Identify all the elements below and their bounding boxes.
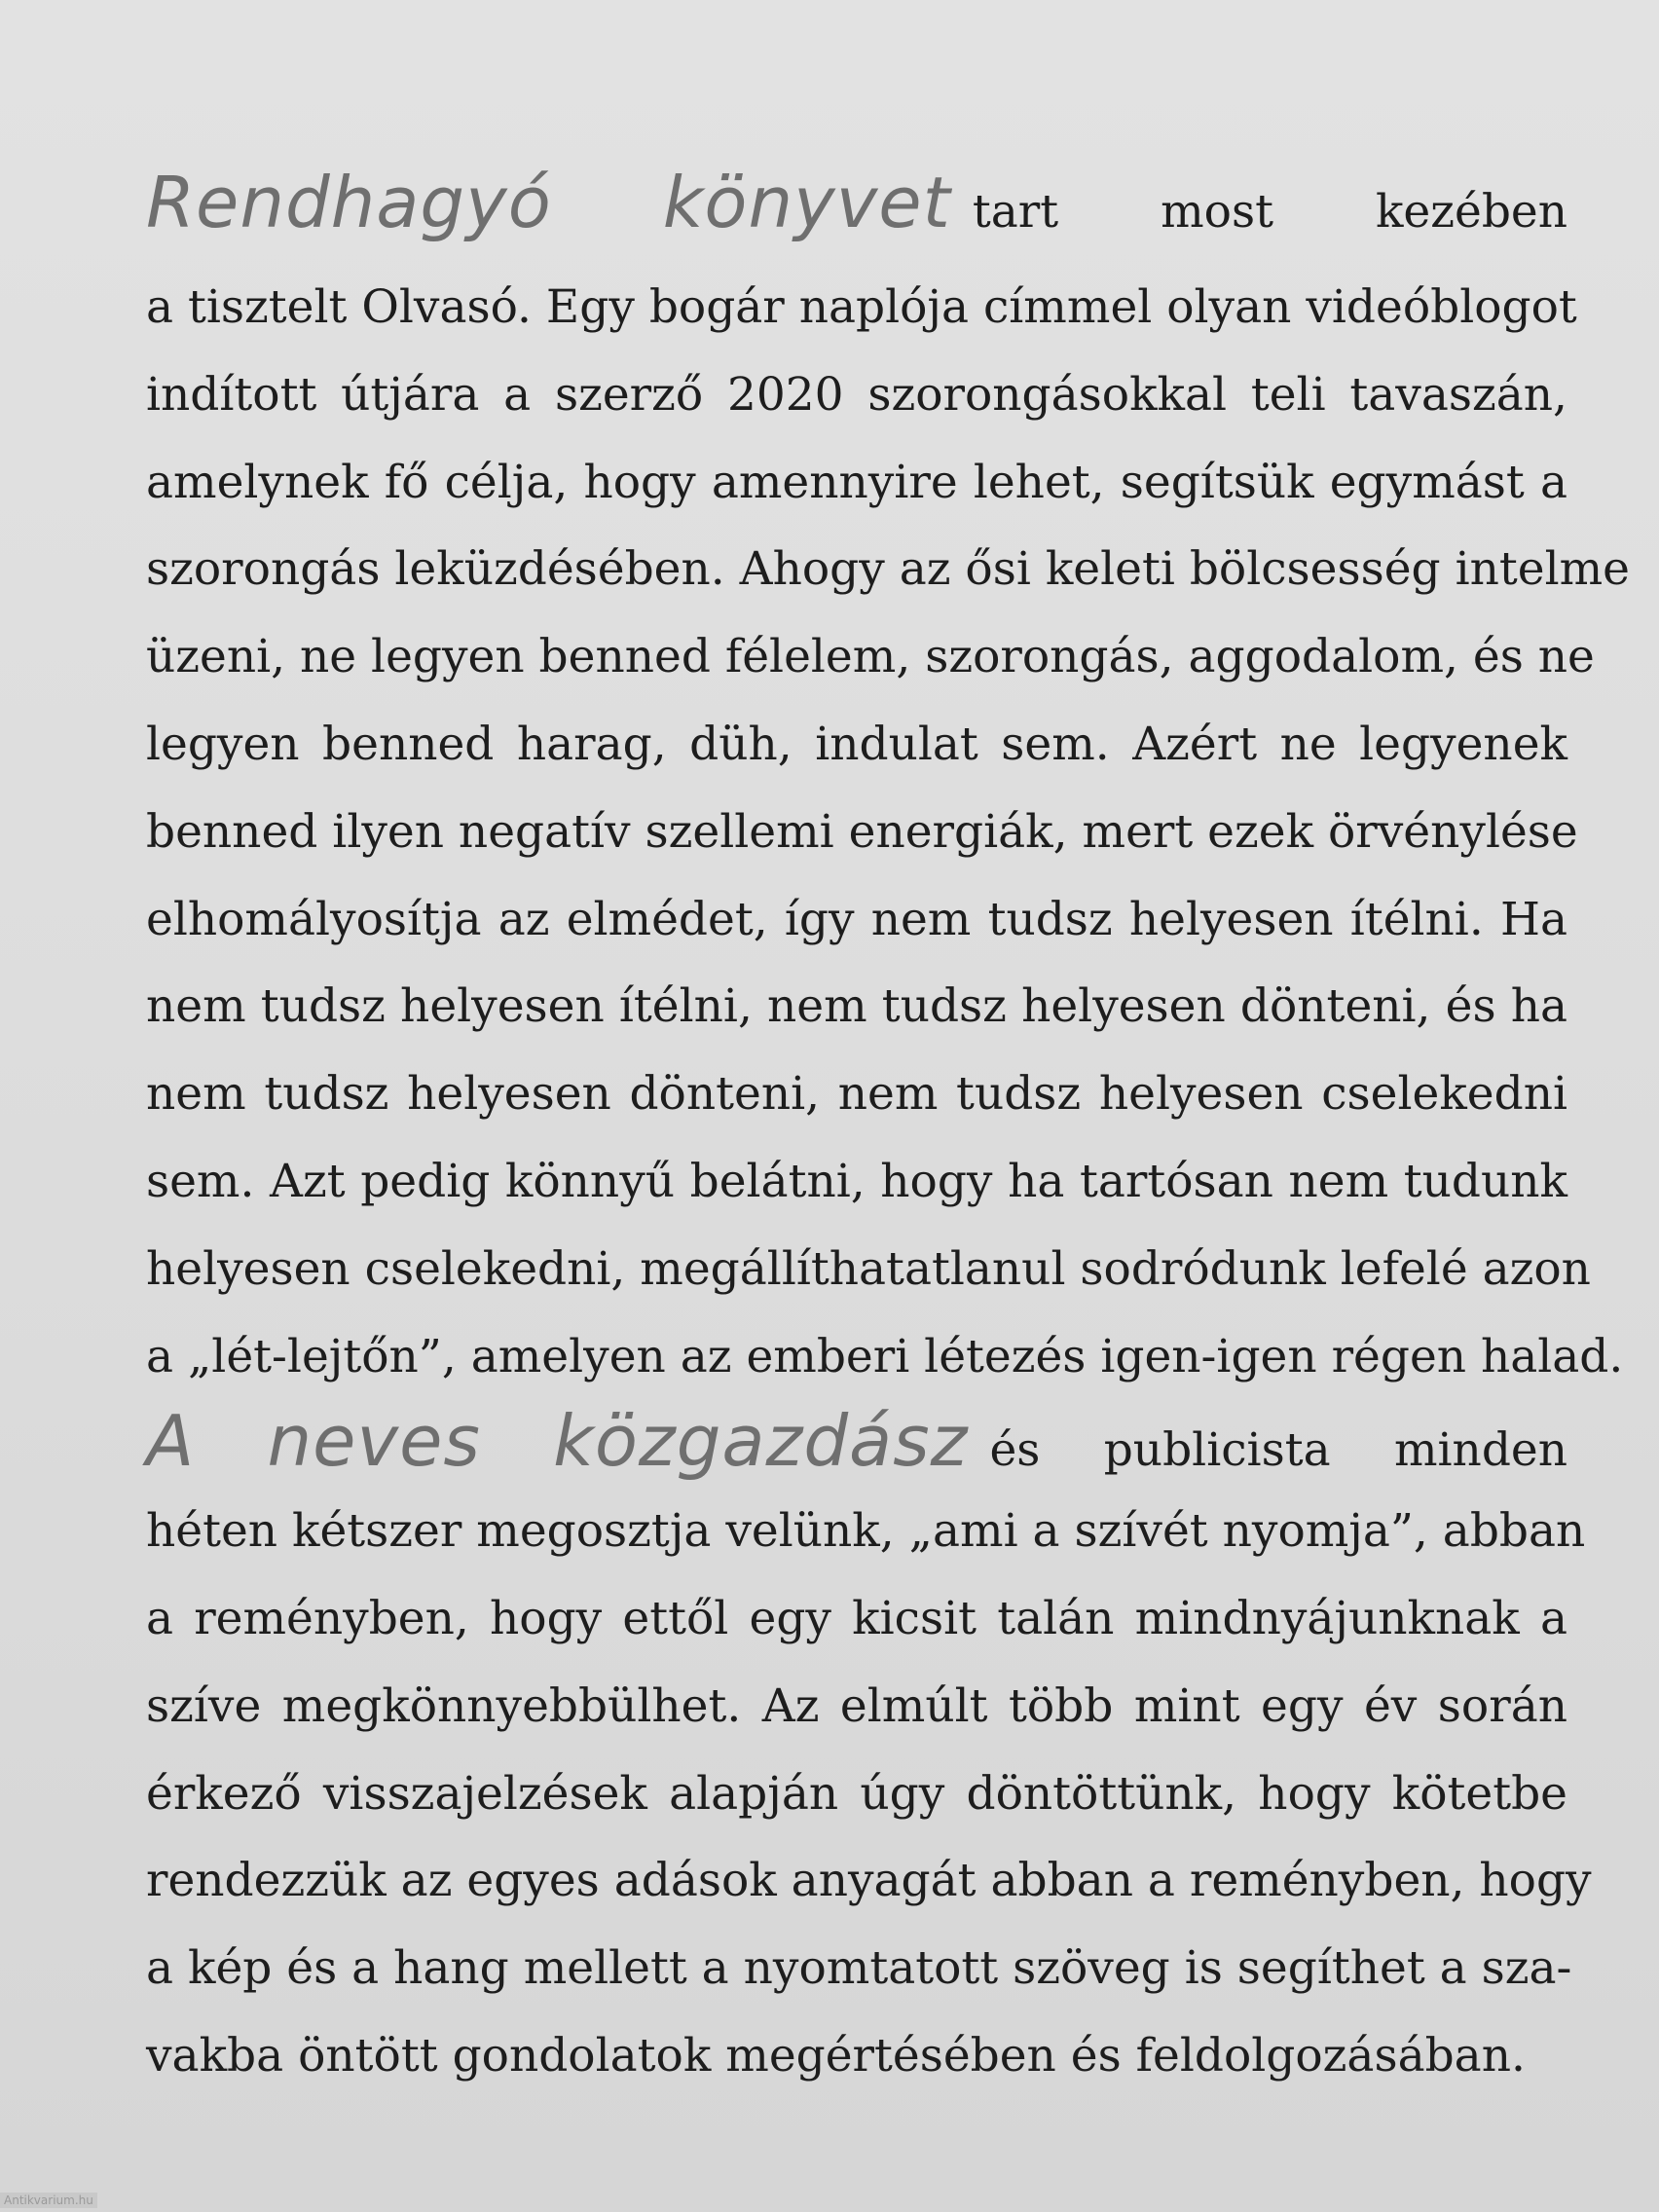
paragraph2-last-line: vakba öntött gondolatok megértésében és feldolgozásában. bbox=[146, 2029, 1526, 2083]
watermark: Antikvarium.hu bbox=[0, 2193, 97, 2208]
paragraph1-lead: Rendhagyó könyvet bbox=[146, 162, 951, 243]
paragraph2-lead: A neves közgazdász bbox=[146, 1400, 969, 1482]
paragraph2-first-rest: és publicista minden bbox=[989, 1423, 1567, 1477]
paragraph1-line: benned ilyen negatív szellemi energiák, mert ezek örvénylése bbox=[146, 805, 1578, 859]
paragraph1-line: legyen benned harag, düh, indulat sem. Azért ne legyenek bbox=[146, 718, 1567, 771]
paragraph1-first-line bbox=[146, 160, 1567, 255]
paragraph2-first-line bbox=[146, 1398, 1567, 1493]
paragraph2-line: érkező visszajelzések alapján úgy döntöttünk, hogy kötetbe bbox=[146, 1767, 1567, 1821]
paragraph2-line: rendezzük az egyes adások anyagát abban a reményben, hogy bbox=[146, 1854, 1592, 1907]
paragraph2-line: a reményben, hogy ettől egy kicsit talán mindnyájunknak a bbox=[146, 1592, 1567, 1645]
paragraph1-line: szorongás leküzdésében. Ahogy az ősi keleti bölcsesség intelme bbox=[146, 542, 1630, 596]
paragraph1-line: sem. Azt pedig könnyű belátni, hogy ha tartósan nem tudunk bbox=[146, 1155, 1567, 1208]
paragraph1-line: a „lét-lejtőn”, amelyen az emberi létezés igen-igen régen halad. bbox=[146, 1330, 1624, 1383]
paragraph2-line: szíve megkönnyebbülhet. Az elmúlt több mint egy év során bbox=[146, 1679, 1567, 1733]
paragraph1-line: amelynek fő célja, hogy amennyire lehet, segítsük egymást a bbox=[146, 456, 1567, 509]
paragraph2-line: a kép és a hang mellett a nyomtatott szöveg is segíthet a sza- bbox=[146, 1941, 1572, 1995]
paragraph1-line: nem tudsz helyesen dönteni, nem tudsz helyesen cselekedni bbox=[146, 1067, 1567, 1121]
paragraph1-line: helyesen cselekedni, megállíthatatlanul sodródunk lefelé azon bbox=[146, 1242, 1591, 1296]
paragraph1-first-rest: tart most kezében bbox=[972, 185, 1567, 239]
paragraph1-line: indított útjára a szerző 2020 szorongásokkal teli tavaszán, bbox=[146, 368, 1567, 422]
paragraph2-line: héten kétszer megosztja velünk, „ami a szívét nyomja”, abban bbox=[146, 1504, 1586, 1558]
paragraph1-line: elhomályosítja az elmédet, így nem tudsz helyesen ítélni. Ha bbox=[146, 893, 1567, 946]
paragraph1-line: nem tudsz helyesen ítélni, nem tudsz helyesen dönteni, és ha bbox=[146, 979, 1567, 1033]
paragraph1-line: a tisztelt Olvasó. Egy bogár naplója címmel olyan videóblogot bbox=[146, 280, 1577, 334]
paragraph1-line: üzeni, ne legyen benned félelem, szorongás, aggodalom, és ne bbox=[146, 630, 1595, 683]
